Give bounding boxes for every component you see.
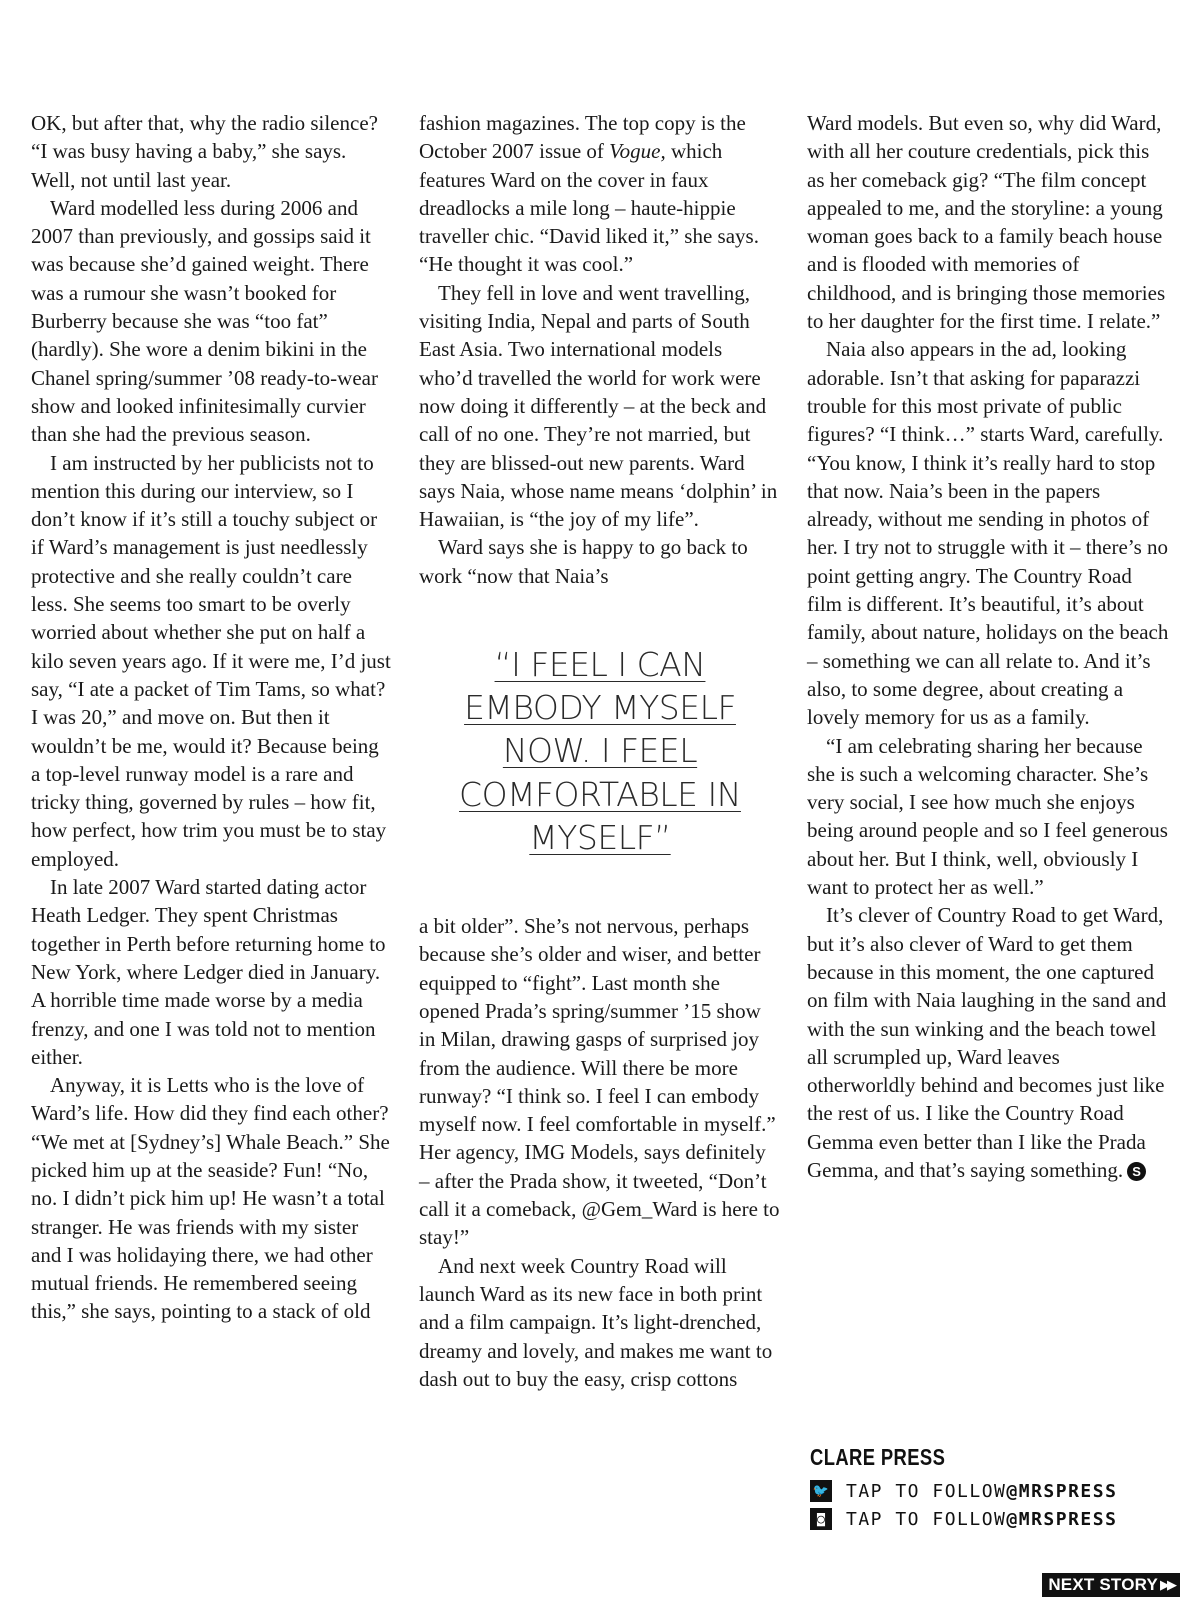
follow-handle: @MRSPRESS	[1006, 1480, 1118, 1502]
text-run: It’s clever of Country Road to get Ward, but it’s also clever of Ward to get them because in this moment, the one captured on film with Naia laughing in the sand and with the sun winking and the beach towel all scrumpled up, Ward leaves otherworldly behind and becomes just like the rest of us. I like the Country Road Gemma even better than I like the Prada Gemma, and that’s saying something.	[807, 903, 1167, 1182]
text-run: fashion magazines. The top copy is the October 2007 issue of	[419, 111, 746, 164]
instagram-icon: ◙	[810, 1508, 832, 1530]
end-mark-icon: S	[1127, 1162, 1146, 1181]
paragraph: Ward says she is happy to go back to work “now that Naia’s	[419, 535, 748, 588]
instagram-follow-link[interactable]	[810, 1508, 1117, 1530]
article-column-2	[419, 109, 781, 1393]
paragraph: I am instructed by her publicists not to mention this during our interview, so I don’t know if it’s still a touchy subject or if Ward’s management is just needlessly protective and she really couldn’t care less. She seems too smart to be overly worried about whether she put on half a kilo seven years ago. If it were me, I’d just say, “I ate a packet of Tim Tams, so what? I was 20,” and move on. But then it wouldn’t be me, would it? Because being a top-level runway model is a rare and tricky thing, governed by rules – how fit, how perfect, how trim you must be to stay employed.	[31, 450, 391, 871]
paragraph: Naia also appears in the ad, looking adorable. Isn’t that asking for paparazzi trouble for this most private of public figures? “I think…” starts Ward, carefully. “You know, I think it’s really hard to stop that now. Naia’s been in the papers already, without me sending in photos of her. I try not to struggle with it – there’s no point getting angry. The Country Road film is different. It’s beautiful, it’s about family, about nature, holidays on the beach – something we can all relate to. And it’s also, to some degree, about creating a lovely memory for us as a family.	[807, 337, 1169, 730]
paragraph: “I am celebrating sharing her because she is such a welcoming character. She’s very social, I see how much she enjoys being around people and so I feel generous about her. But I think, well, obviously I want to protect her as well.”	[807, 733, 1168, 900]
paragraph: They fell in love and went travelling, visiting India, Nepal and parts of South East Asia. Two international models who’d travelled the world for work were now doing it differently – at the beck and call of no one. They’re not married, but they are blissed-out new parents. Ward says Naia, whose name means ‘dolphin’ in Hawaiian, is “the joy of my life”.	[419, 280, 778, 532]
author-byline: CLARE PRESS	[810, 1444, 946, 1470]
follow-handle: @MRSPRESS	[1006, 1508, 1118, 1530]
paragraph: Ward modelled less during 2006 and 2007 than previously, and gossips said it was because she’d gained weight. There was a rumour she wasn’t booked for Burberry because she was “too fat” (hardly). She wore a denim bikini in the Chanel spring/summer ’08 ready-to-wear show and looked infinitesimally curvier than she had the previous season.	[31, 195, 378, 447]
paragraph: OK, but after that, why the radio silence? “I was busy having a baby,” she says. Well, not until last year.	[31, 111, 378, 192]
paragraph	[419, 109, 781, 279]
paragraph: a bit older”. She’s not nervous, perhaps because she’s older and wiser, and better equipped to “fight”. Last month she opened Prada’s spring/summer ’15 show in Milan, drawing gasps of surprised joy from the audience. Will there be more runway? “I think so. I feel I can embody myself now. I feel comfortable in myself.” Her agency, IMG Models, says definitely – after the Prada show, it tweeted, “Don’t call it a comeback, @Gem_Ward is here to stay!”	[419, 914, 780, 1250]
paragraph: Anyway, it is Letts who is the love of Ward’s life. How did they find each other? “We met at [Sydney’s] Whale Beach.” She picked him up at the seaside? Fun! “No, no. I didn’t pick him up! He wasn’t a total stranger. He was friends with my sister and I was holidaying there, we had other mutual friends. He remembered seeing this,” she says, pointing to a stack of old	[31, 1073, 390, 1324]
paragraph	[807, 901, 1169, 1184]
paragraph: Ward models. But even so, why did Ward, with all her couture credentials, pick this as her comeback gig? “The film concept appealed to me, and the storyline: a young woman goes back to a family beach house and is flooded with memories of childhood, and is bringing those memories to her daughter for the first time. I relate.”	[807, 111, 1166, 334]
article-column-1	[31, 109, 393, 1326]
next-story-label: NEXT STORY	[1048, 1575, 1158, 1594]
follow-label: TAP TO FOLLOW	[846, 1480, 1007, 1502]
magazine-name: Vogue,	[609, 139, 666, 164]
twitter-icon: 🐦	[810, 1480, 832, 1502]
double-arrow-right-icon: ▶▶	[1160, 1577, 1174, 1592]
pull-quote: “I FEEL I CAN EMBODY MYSELF NOW. I FEEL COMFORTABLE IN MYSELF”	[459, 645, 741, 857]
twitter-follow-link[interactable]	[810, 1480, 1117, 1502]
paragraph: In late 2007 Ward started dating actor Heath Ledger. They spent Christmas together in Perth before returning home to New York, where Ledger died in January. A horrible time made worse by a media frenzy, and one I was told not to mention either.	[31, 875, 386, 1069]
paragraph: And next week Country Road will launch Ward as its new face in both print and a film campaign. It’s light-drenched, dreamy and lovely, and makes me want to dash out to buy the easy, crisp cottons	[419, 1253, 773, 1391]
article-column-3	[807, 109, 1169, 1184]
follow-label: TAP TO FOLLOW	[846, 1508, 1007, 1530]
text-run: which features Ward on the cover in faux dreadlocks a mile long – haute-hippie traveller chic. “David liked it,” she says. “He thought it was cool.”	[419, 139, 759, 277]
next-story-button[interactable]	[1042, 1573, 1180, 1597]
